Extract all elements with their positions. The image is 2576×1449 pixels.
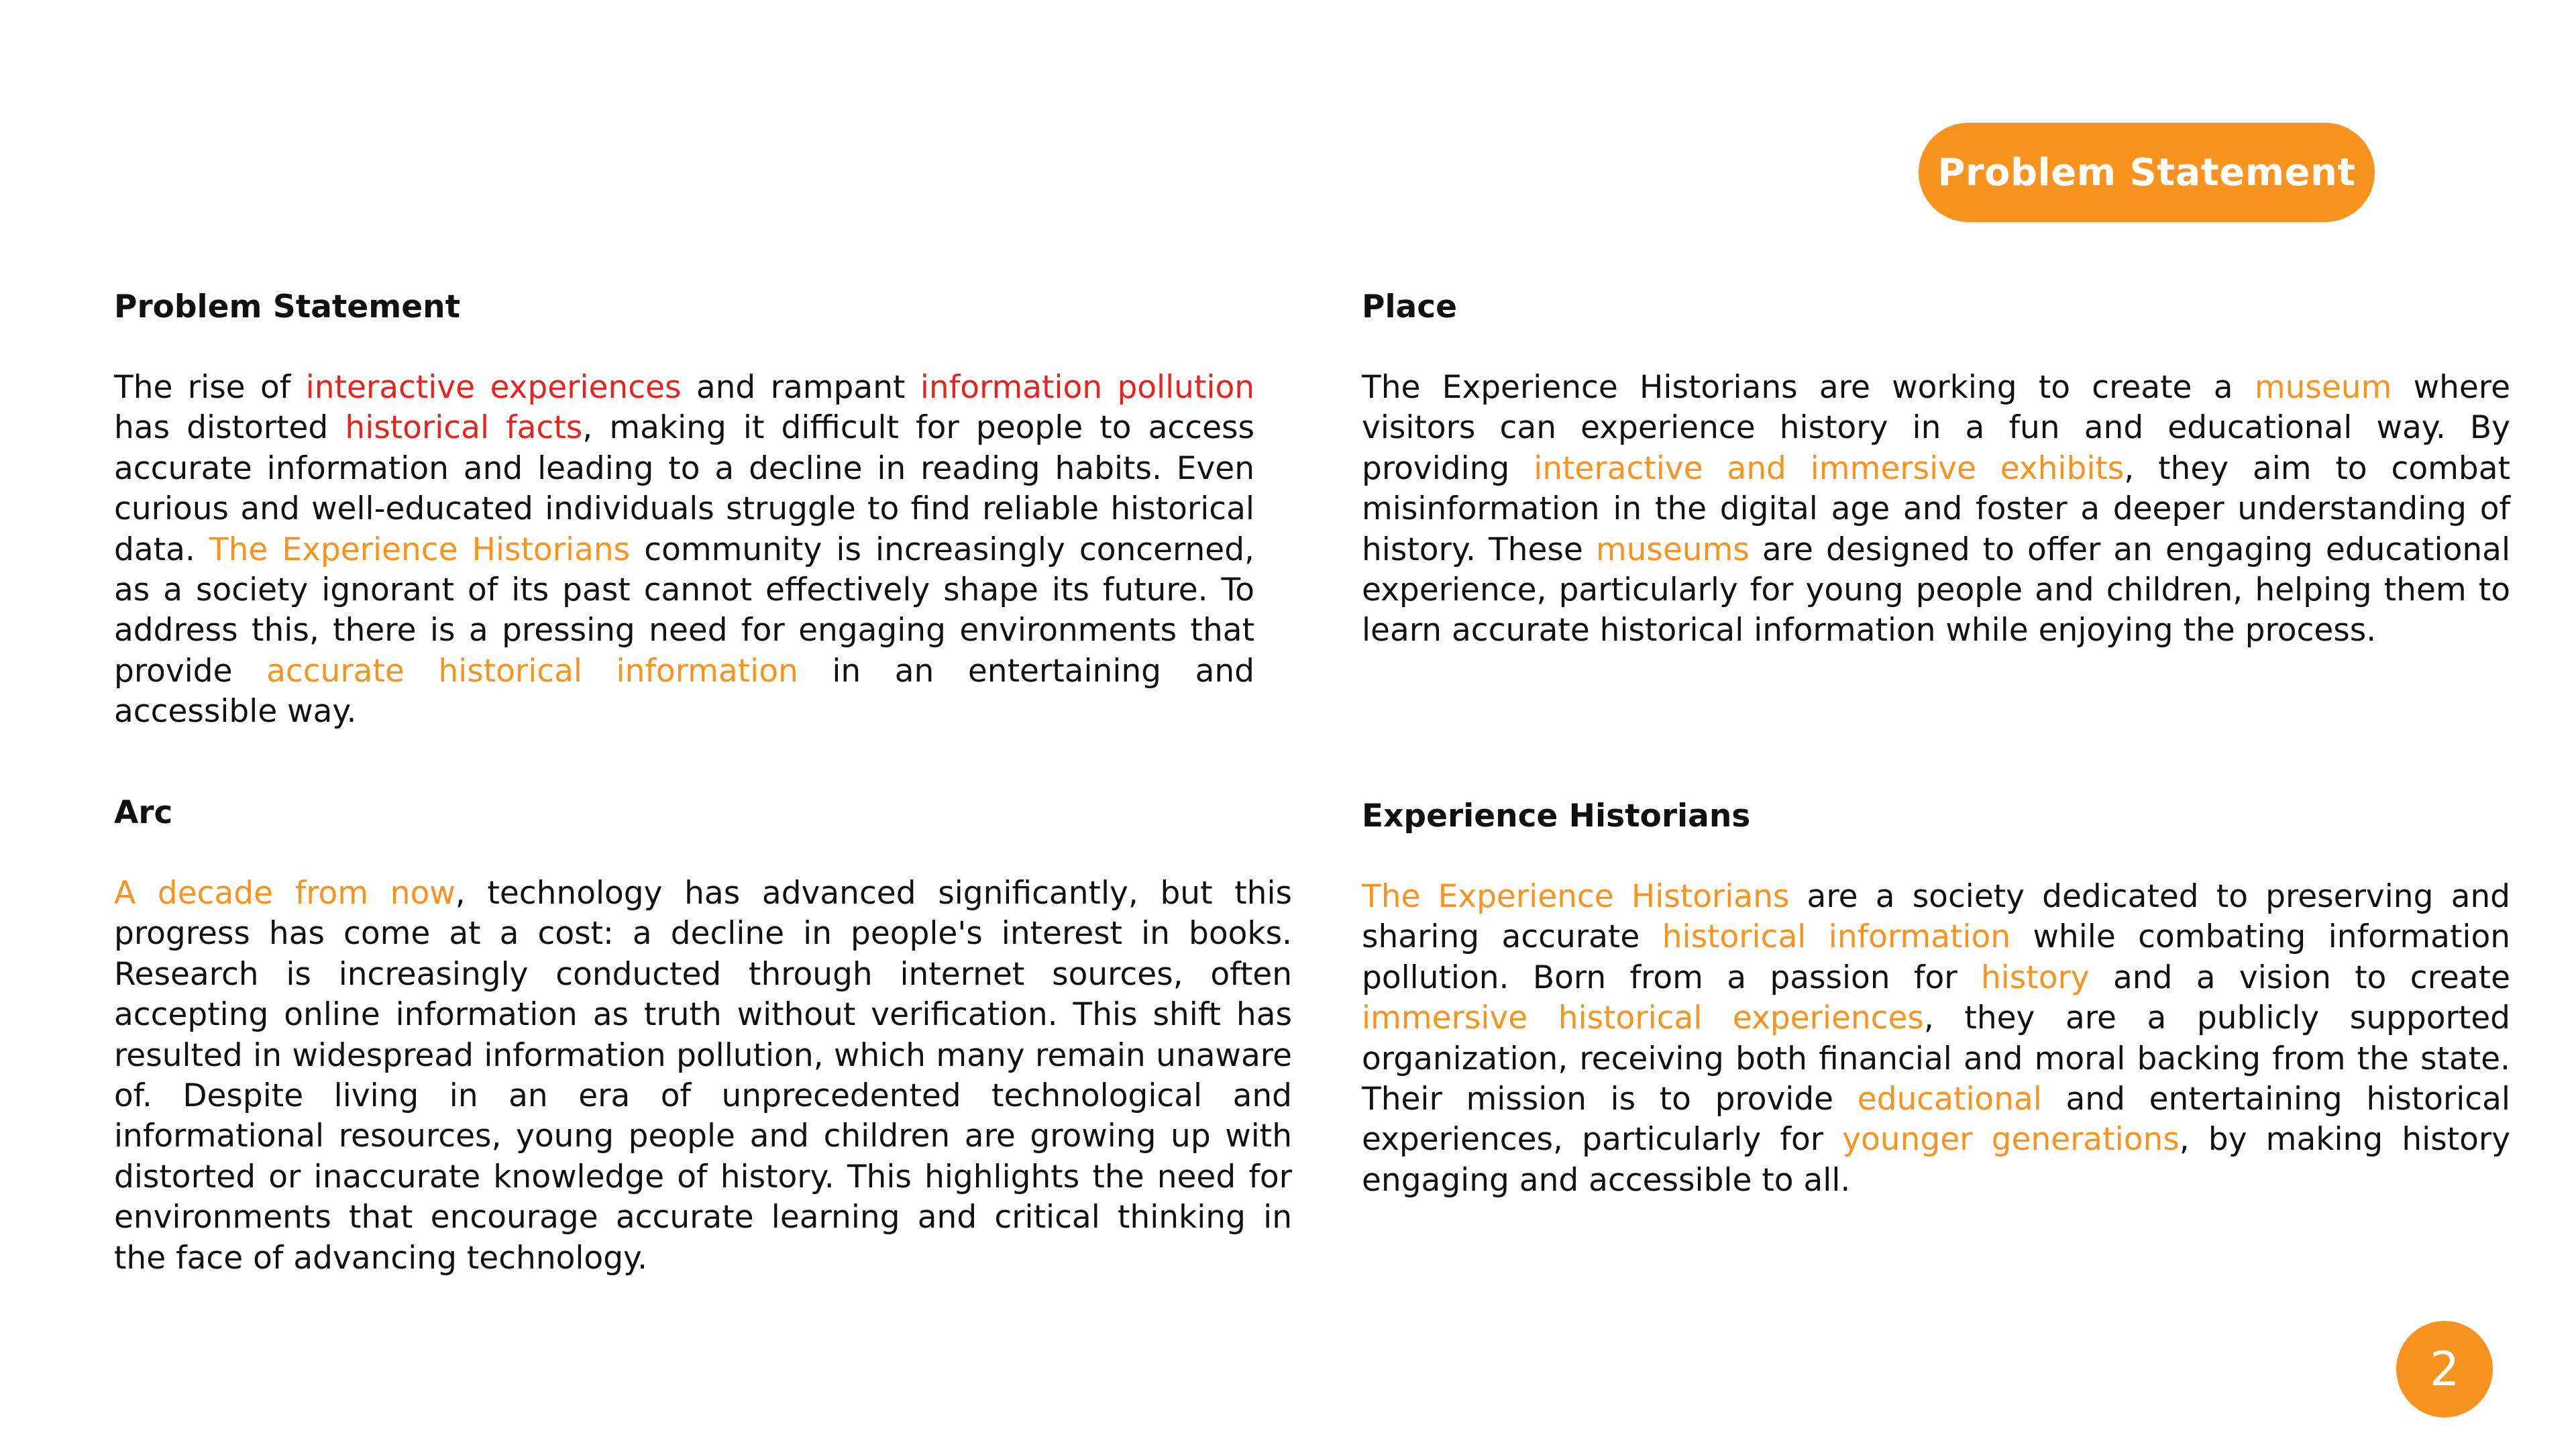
body-text-segment: , making it difficult for people to access accurate information and leading to a decline in reading habits. Even curious and well-educated individuals struggle to find reliable historical data. — [114, 409, 1254, 568]
highlighted-phrase: museums — [1595, 531, 1750, 568]
highlighted-phrase: immersive historical experiences — [1362, 1000, 1924, 1037]
section-badge-label: Problem Statement — [1937, 150, 2356, 195]
problem-statement-body — [114, 368, 1254, 733]
body-text-segment: are designed to offer an engaging educational experience, particularly for young people and children, helping them to learn accurate historical information while enjoying the process. — [1362, 531, 2511, 649]
problem-statement-section — [114, 287, 1254, 733]
highlighted-phrase: educational — [1857, 1081, 2042, 1118]
page-number-badge — [2396, 1321, 2493, 1417]
place-heading: Place — [1362, 288, 1458, 325]
arc-heading: Arc — [114, 794, 173, 831]
place-body — [1362, 368, 2510, 651]
body-text-segment: and a vision to create — [2089, 959, 2510, 996]
highlighted-phrase: historical information — [1662, 918, 2011, 956]
experience-historians-section — [1362, 796, 2510, 1201]
body-text-segment: while combating information pollution. Born from a passion for — [1362, 918, 2511, 996]
body-text-segment: where visitors can experience history in a fun and educational way. By providing — [1362, 369, 2510, 487]
page-number: 2 — [2429, 1342, 2460, 1397]
arc-body — [114, 873, 1292, 1279]
arc-section — [114, 793, 1292, 1279]
highlighted-phrase: The Experience Historians — [209, 531, 631, 568]
body-text-segment: The rise of — [114, 369, 306, 406]
body-text-segment: has distorted — [114, 409, 345, 447]
body-text-segment: community is increasingly concerned, as a society ignorant of its past cannot effectively shape its future. To address this, there is a pressing need for engaging environments that provide — [114, 531, 1254, 690]
highlighted-phrase: museum — [2254, 369, 2392, 406]
body-text-segment: , they aim to combat misinformation in the digital age and foster a deeper understanding of history. These — [1362, 449, 2510, 568]
experience-historians-heading: Experience Historians — [1362, 798, 1751, 835]
highlighted-phrase: younger generations — [1842, 1121, 2180, 1159]
highlighted-phrase: information pollution — [920, 369, 1254, 406]
body-text-segment: , technology has advanced significantly, but this progress has come at a cost: a decline in people's interest in books. Research is increasingly conducted through internet sources, often accepting online information as truth without verification. This shift has resulted in widespread information pollution, which many remain unaware of. Despite living in an era of unprecedented technological and informational resources, young people and children are growing up with distorted or inaccurate knowledge of history. This highlights the need for environments that encourage accurate learning and critical thinking in the face of advancing technology. — [114, 875, 1292, 1277]
place-section — [1362, 287, 2510, 651]
section-badge — [1919, 123, 2375, 222]
highlighted-phrase: interactive experiences — [305, 369, 682, 406]
highlighted-phrase: accurate historical information — [266, 652, 798, 690]
highlighted-phrase: The Experience Historians — [1362, 878, 1790, 915]
highlighted-phrase: A decade from now — [114, 875, 455, 912]
experience-historians-body — [1362, 877, 2510, 1201]
problem-statement-heading: Problem Statement — [114, 288, 461, 325]
body-text-segment: , by making history engaging and accessible to all. — [1362, 1121, 2511, 1199]
highlighted-phrase: history — [1980, 959, 2090, 996]
body-text-segment: in an entertaining and accessible way. — [114, 652, 1254, 731]
highlighted-phrase: historical facts — [345, 409, 583, 447]
body-text-segment: The Experience Historians are working to create a — [1362, 369, 2255, 406]
body-text-segment: and entertaining historical experiences, particularly for — [1362, 1081, 2510, 1159]
body-text-segment: , they are a publicly supported organization, receiving both financial and moral backing from the state. Their mission is to provide — [1362, 1000, 2510, 1118]
body-text-segment: are a society dedicated to preserving and sharing accurate — [1362, 878, 2510, 956]
highlighted-phrase: interactive and immersive exhibits — [1534, 449, 2125, 487]
body-text-segment: and rampant — [681, 369, 920, 406]
